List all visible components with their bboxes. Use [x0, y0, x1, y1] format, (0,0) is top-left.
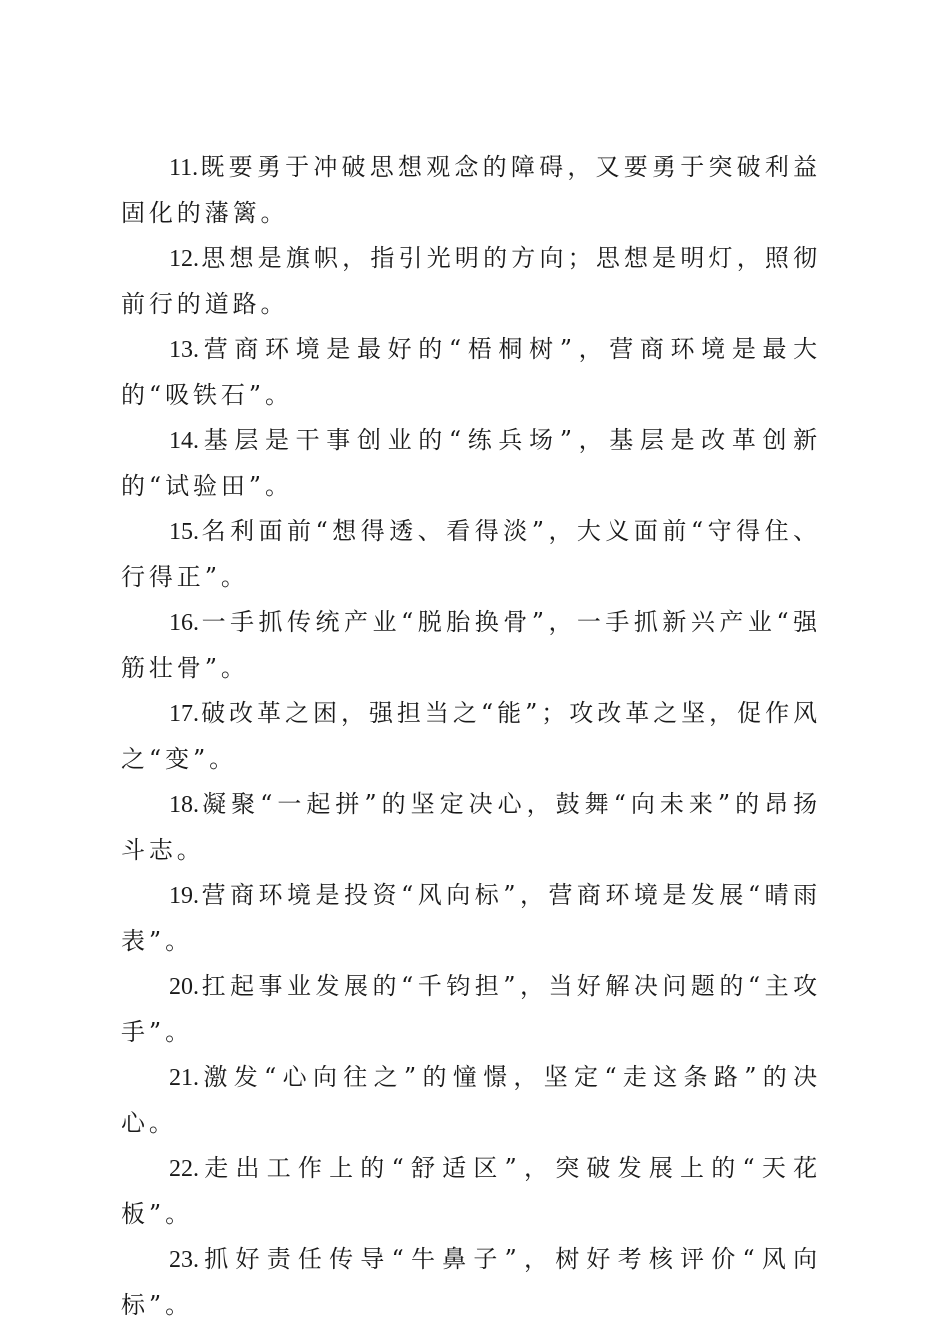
- item-number: 13.: [169, 337, 199, 363]
- list-item: [121, 600, 821, 691]
- item-text: 激发“心向往之”的憧憬，坚定“走这条路”的决心。: [121, 1063, 821, 1137]
- item-text: 破改革之困，强担当之“能”；攻改革之坚，促作风之“变”。: [121, 699, 821, 773]
- list-item: [121, 782, 821, 873]
- item-text: 基层是干事创业的“练兵场”，基层是改革创新的“试验田”。: [121, 426, 821, 500]
- list-item: [121, 509, 821, 600]
- item-text: 一手抓传统产业“脱胎换骨”，一手抓新兴产业“强筋壮骨”。: [121, 608, 821, 682]
- item-number: 23.: [169, 1247, 199, 1273]
- item-text: 走出工作上的“舒适区”，突破发展上的“天花板”。: [121, 1154, 821, 1228]
- list-item: [121, 1055, 821, 1146]
- item-number: 20.: [169, 974, 199, 1000]
- item-number: 21.: [169, 1065, 199, 1091]
- list-item: [121, 1146, 821, 1237]
- item-number: 14.: [169, 428, 199, 454]
- item-number: 22.: [169, 1156, 199, 1182]
- item-text: 既要勇于冲破思想观念的障碍，又要勇于突破利益固化的藩篱。: [121, 153, 821, 227]
- list-item: [121, 964, 821, 1055]
- item-text: 思想是旗帜，指引光明的方向；思想是明灯，照彻前行的道路。: [121, 244, 821, 318]
- list-item: [121, 327, 821, 418]
- list-item: [121, 691, 821, 782]
- item-number: 18.: [169, 792, 199, 818]
- item-text: 凝聚“一起拼”的坚定决心，鼓舞“向未来”的昂扬斗志。: [121, 790, 821, 864]
- item-number: 17.: [169, 701, 199, 727]
- item-text: 抓好责任传导“牛鼻子”，树好考核评价“风向标”。: [121, 1245, 821, 1319]
- item-number: 19.: [169, 883, 199, 909]
- list-item: [121, 145, 821, 236]
- item-text: 营商环境是最好的“梧桐树”，营商环境是最大的“吸铁石”。: [121, 335, 821, 409]
- item-number: 11.: [169, 155, 199, 181]
- list-item: [121, 418, 821, 509]
- item-number: 15.: [169, 519, 199, 545]
- list-item: [121, 1237, 821, 1328]
- item-text: 扛起事业发展的“千钧担”，当好解决问题的“主攻手”。: [121, 972, 821, 1046]
- list-item: [121, 236, 821, 327]
- item-text: 名利面前“想得透、看得淡”，大义面前“守得住、行得正”。: [121, 517, 821, 591]
- item-text: 营商环境是投资“风向标”，营商环境是发展“晴雨表”。: [121, 881, 821, 955]
- document-body: [121, 145, 821, 1328]
- item-number: 16.: [169, 610, 199, 636]
- item-number: 12.: [169, 246, 199, 272]
- list-item: [121, 873, 821, 964]
